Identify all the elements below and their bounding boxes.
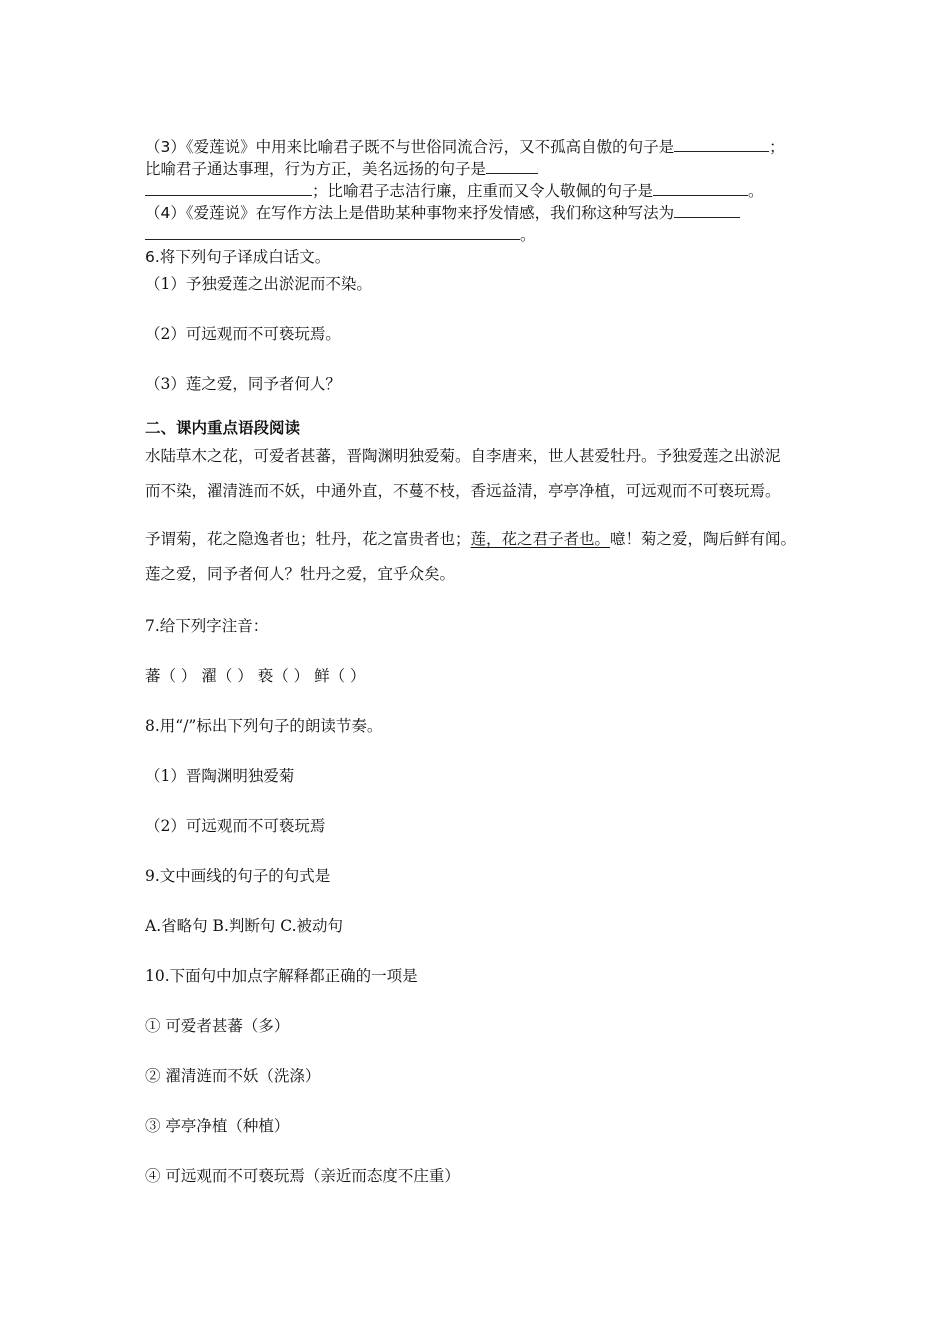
q5-part4-line2 (145, 223, 536, 245)
passage-text: 予谓菊，花之隐逸者也；牡丹，花之富贵者也； (145, 530, 471, 548)
answer-blank[interactable] (486, 159, 538, 174)
q5-part3-period: 。 (748, 182, 764, 200)
q6-item-3: （3）莲之爱，同予者何人？ (145, 375, 341, 393)
q5-part3-line3 (145, 179, 764, 201)
q6-item-1: （1）予独爱莲之出淤泥而不染。 (145, 275, 372, 293)
q8-item-2: （2）可远观而不可亵玩焉 (145, 817, 326, 835)
passage-text: 噫！菊之爱，陶后鲜有闻。 (610, 530, 797, 548)
q9-title: 9.文中画线的句子的句式是 (145, 867, 331, 885)
q6-item-2: （2）可远观而不可亵玩焉。 (145, 325, 341, 343)
passage-para1-line1: 水陆草木之花，可爱者甚蕃，晋陶渊明独爱菊。自李唐来，世人甚爱牡丹。予独爱莲之出淤泥 (145, 447, 781, 465)
q6-title: 6.将下列句子译成白话文。 (145, 248, 331, 266)
q5-part3-text-c: ；比喻君子志洁行廉，庄重而又令人敬佩的句子是 (312, 182, 654, 200)
answer-blank[interactable] (674, 203, 740, 218)
q9-options: A.省略句 B.判断句 C.被动句 (145, 917, 344, 935)
q5-part4-text-a: （4）《爱莲说》在写作方法上是借助某种事物来抒发情感，我们称这种写法为 (145, 204, 675, 222)
answer-blank[interactable] (145, 225, 520, 240)
answer-blank[interactable] (145, 181, 312, 196)
q5-part3-line1 (145, 135, 785, 157)
q5-part3-line2 (145, 157, 538, 179)
underlined-sentence: 莲，花之君子者也。 (470, 530, 611, 548)
q8-item-1: （1）晋陶渊明独爱菊 (145, 767, 295, 785)
passage-para1-line2: 而不染，濯清涟而不妖，中通外直，不蔓不枝，香远益清，亭亭净植，可远观而不可亵玩焉。 (145, 482, 781, 500)
q5-part4-period: 。 (520, 226, 536, 244)
q10-item-2: ② 濯清涟而不妖（洗涤） (145, 1067, 321, 1085)
passage-para2-line2: 莲之爱，同予者何人？牡丹之爱，宜乎众矣。 (145, 565, 456, 583)
q8-title: 8.用“/”标出下列句子的朗读节奏。 (145, 717, 383, 735)
q10-item-3: ③ 亭亭净植（种植） (145, 1117, 290, 1135)
answer-blank[interactable] (653, 181, 748, 196)
answer-blank[interactable] (674, 137, 769, 152)
q5-part3-text-a: （3）《爱莲说》中用来比喻君子既不与世俗同流合污，又不孤高自傲的句子是 (145, 138, 675, 156)
passage-para2-line1 (145, 527, 796, 549)
q5-part3-semicolon: ； (769, 138, 785, 156)
q10-item-1: ① 可爱者甚蕃（多） (145, 1017, 290, 1035)
q7-title: 7.给下列字注音： (145, 617, 269, 635)
q5-part3-text-b: 比喻君子通达事理，行为方正，美名远扬的句子是 (145, 160, 487, 178)
q10-item-4: ④ 可远观而不可亵玩焉（亲近而态度不庄重） (145, 1167, 460, 1185)
section-heading: 二、课内重点语段阅读 (145, 419, 301, 437)
q5-part4-line1 (145, 201, 740, 223)
q10-title: 10.下面句中加点字解释都正确的一项是 (145, 967, 418, 985)
q7-items: 蕃（ ） 濯（ ） 亵（ ） 鲜（ ） (145, 667, 366, 685)
